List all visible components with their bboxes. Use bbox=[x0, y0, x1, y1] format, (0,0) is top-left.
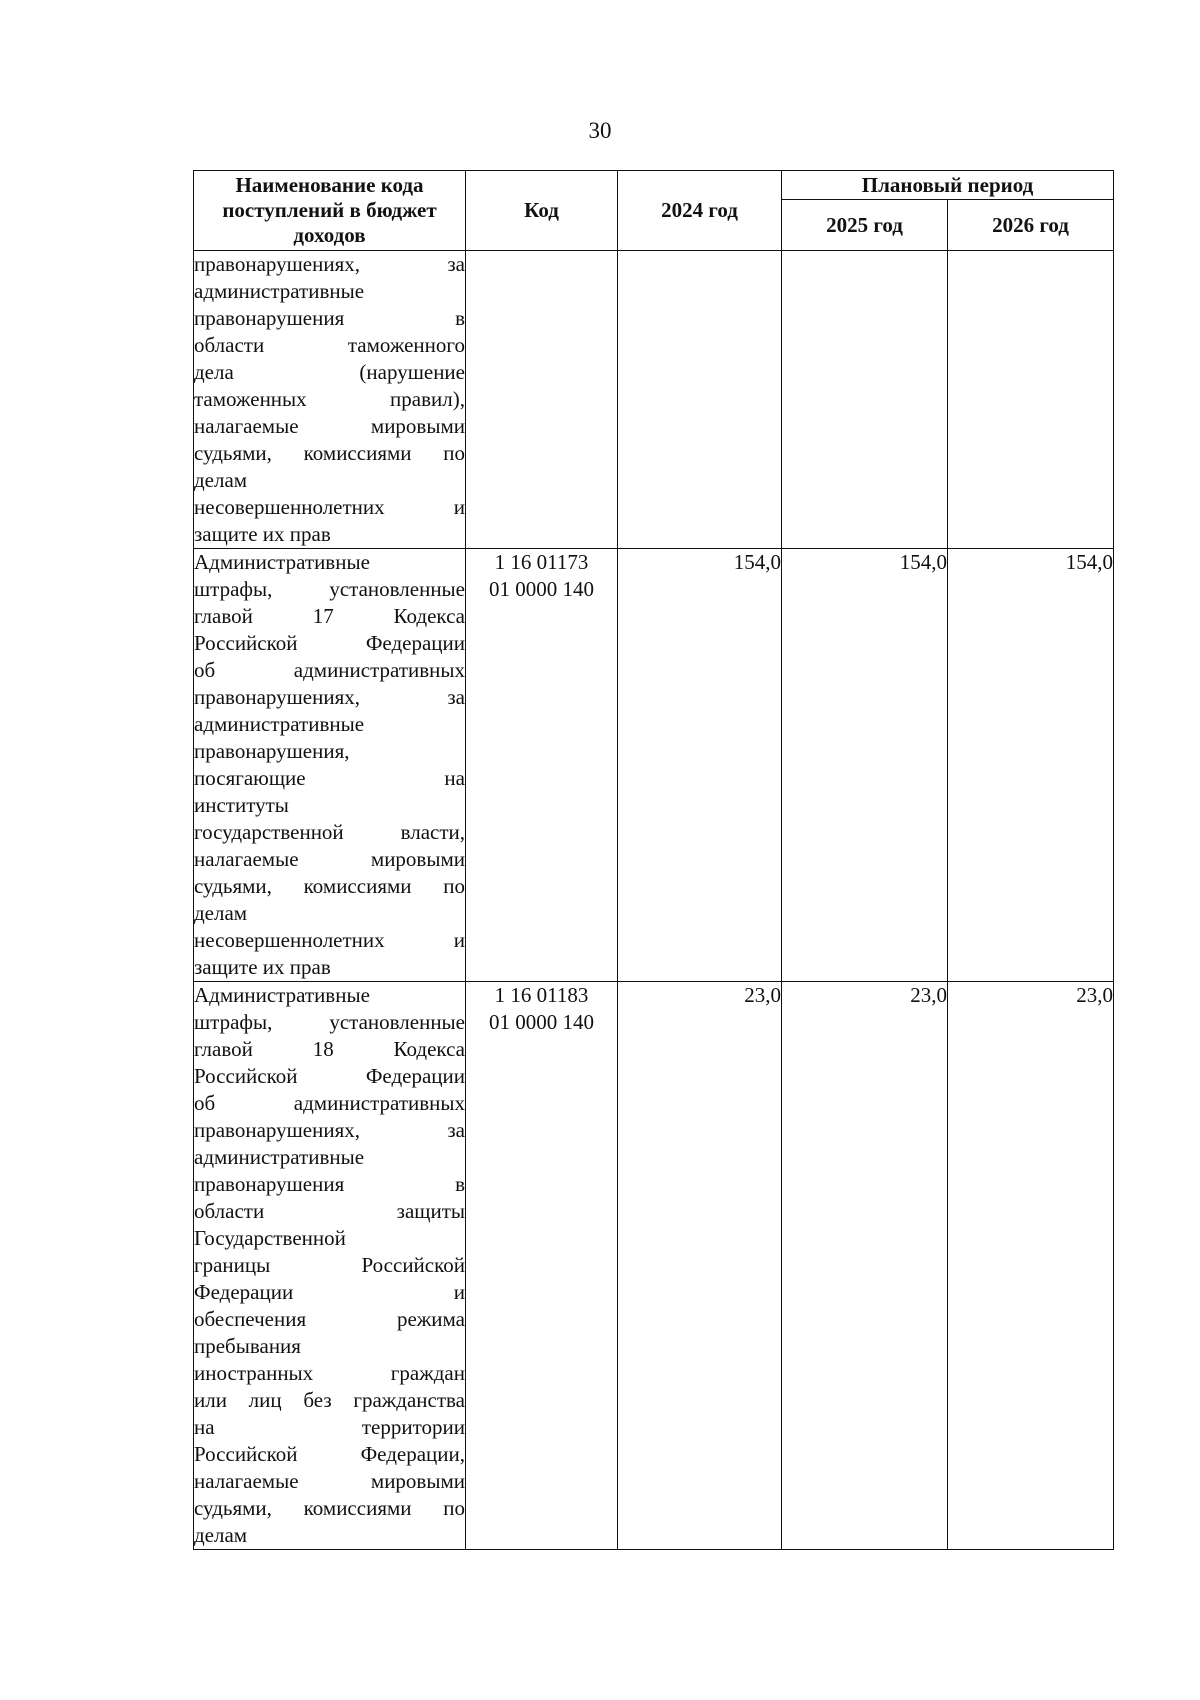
row-name-line: Российской Федерации, bbox=[194, 1442, 465, 1466]
row-name-line: правонарушения в bbox=[194, 306, 465, 330]
row-name-line: делам bbox=[194, 468, 248, 492]
row-code-line: 1 16 01173 bbox=[494, 550, 589, 574]
row-name-line: налагаемые мировыми bbox=[194, 847, 465, 871]
row-name-cell bbox=[194, 982, 466, 1550]
row-name-line: обеспечения режима bbox=[194, 1307, 465, 1331]
row-code-line: 01 0000 140 bbox=[489, 1010, 594, 1034]
row-value-2025: 154,0 bbox=[782, 549, 948, 982]
row-name-line: Федерации и bbox=[194, 1280, 465, 1304]
header-2025: 2025 год bbox=[782, 200, 948, 251]
budget-revenue-table bbox=[193, 170, 1114, 1550]
row-name-line: или лиц без гражданства bbox=[194, 1388, 465, 1412]
row-value-2026: 23,0 bbox=[948, 982, 1114, 1550]
row-value-2026: 154,0 bbox=[948, 549, 1114, 982]
header-code: Код bbox=[466, 171, 618, 251]
row-name-line: несовершеннолетних и bbox=[194, 495, 465, 519]
row-name-line: пребывания bbox=[194, 1334, 301, 1358]
row-name-line: Российской Федерации bbox=[194, 631, 465, 655]
row-value-2025 bbox=[782, 251, 948, 549]
row-value-2024: 154,0 bbox=[618, 549, 782, 982]
row-name-line: делам bbox=[194, 1523, 248, 1547]
row-name-line: области таможенного bbox=[194, 333, 465, 357]
row-name-line: институты bbox=[194, 793, 289, 817]
row-name-line: судьями, комиссиями по bbox=[194, 1496, 465, 1520]
table-header bbox=[194, 171, 1114, 251]
table-row bbox=[194, 549, 1114, 982]
row-name-line: несовершеннолетних и bbox=[194, 928, 465, 952]
header-name: Наименование кода поступлений в бюджет доходов bbox=[194, 171, 466, 251]
header-planned-period: Плановый период bbox=[782, 171, 1114, 200]
row-name-line: судьями, комиссиями по bbox=[194, 441, 465, 465]
row-name-line: штрафы, установленные bbox=[194, 577, 465, 601]
row-name-line: дела (нарушение bbox=[194, 360, 465, 384]
row-code-cell bbox=[466, 251, 618, 549]
row-name-line: главой 18 Кодекса bbox=[194, 1037, 465, 1061]
row-name-line: делам bbox=[194, 901, 248, 925]
row-name-line: штрафы, установленные bbox=[194, 1010, 465, 1034]
row-value-2025: 23,0 bbox=[782, 982, 948, 1550]
row-name-line: правонарушениях, за bbox=[194, 252, 465, 276]
row-name-line: иностранных граждан bbox=[194, 1361, 465, 1385]
row-name-line: административные bbox=[194, 712, 365, 736]
row-value-2026 bbox=[948, 251, 1114, 549]
row-name-line: правонарушения, bbox=[194, 739, 350, 763]
row-name-line: Административные bbox=[194, 550, 370, 574]
row-name-line: защите их прав bbox=[194, 955, 331, 979]
row-name-line: защите их прав bbox=[194, 522, 331, 546]
row-name-line: административные bbox=[194, 279, 365, 303]
row-code-line: 1 16 01183 bbox=[494, 983, 589, 1007]
row-name-line: судьями, комиссиями по bbox=[194, 874, 465, 898]
row-name-line: об административных bbox=[194, 658, 465, 682]
header-2026: 2026 год bbox=[948, 200, 1114, 251]
row-name-line: правонарушения в bbox=[194, 1172, 465, 1196]
table-body bbox=[194, 251, 1114, 1550]
row-name-line: области защиты bbox=[194, 1199, 465, 1223]
row-name-line: главой 17 Кодекса bbox=[194, 604, 465, 628]
row-name-cell bbox=[194, 251, 466, 549]
row-code-line: 01 0000 140 bbox=[489, 577, 594, 601]
row-name-line: налагаемые мировыми bbox=[194, 414, 465, 438]
row-name-cell bbox=[194, 549, 466, 982]
row-name-line: административные bbox=[194, 1145, 365, 1169]
row-name-line: правонарушениях, за bbox=[194, 1118, 465, 1142]
row-name-line: государственной власти, bbox=[194, 820, 465, 844]
row-name-line: правонарушениях, за bbox=[194, 685, 465, 709]
page-number: 30 bbox=[588, 118, 612, 143]
row-value-2024: 23,0 bbox=[618, 982, 782, 1550]
row-name-line: налагаемые мировыми bbox=[194, 1469, 465, 1493]
row-value-2024 bbox=[618, 251, 782, 549]
row-name-line: посягающие на bbox=[194, 766, 465, 790]
table-row bbox=[194, 982, 1114, 1550]
row-name-line: на территории bbox=[194, 1415, 465, 1439]
row-name-line: границы Российской bbox=[194, 1253, 465, 1277]
row-name-line: таможенных правил), bbox=[194, 387, 465, 411]
row-code-cell bbox=[466, 982, 618, 1550]
row-name-line: Государственной bbox=[194, 1226, 346, 1250]
header-2024: 2024 год bbox=[618, 171, 782, 251]
row-name-line: Административные bbox=[194, 983, 370, 1007]
row-code-cell bbox=[466, 549, 618, 982]
row-name-line: об административных bbox=[194, 1091, 465, 1115]
row-name-line: Российской Федерации bbox=[194, 1064, 465, 1088]
table-row bbox=[194, 251, 1114, 549]
